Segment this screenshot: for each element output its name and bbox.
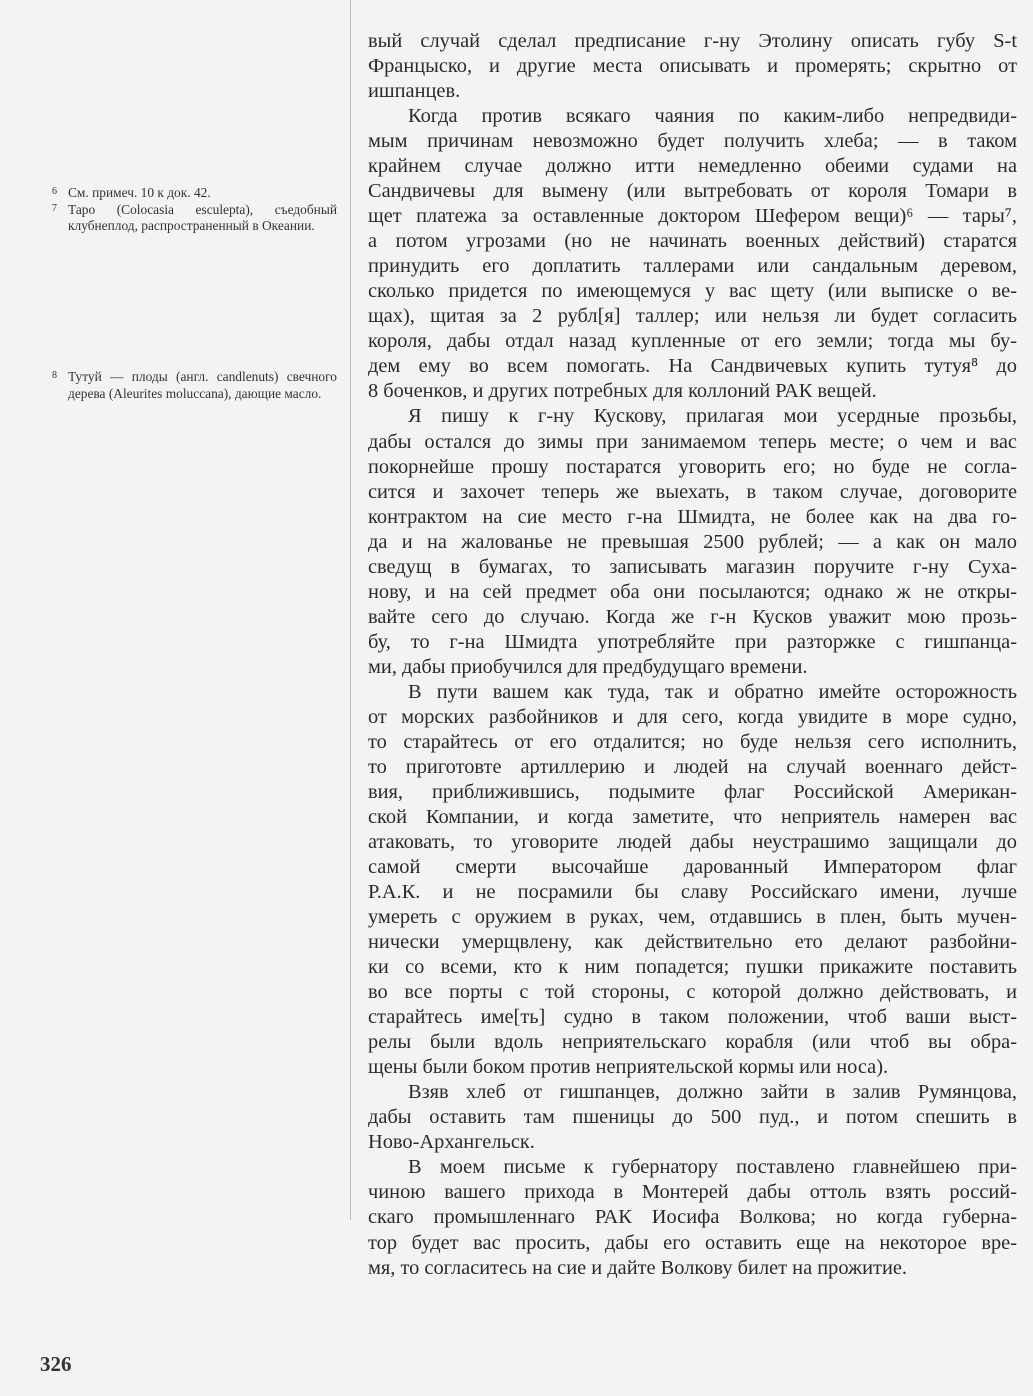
footnote-6	[52, 185, 337, 202]
text-line: мя, то согласитесь на сие и дайте Волкову билет на прожитие.	[368, 1256, 908, 1279]
footnotes-8	[52, 369, 337, 402]
text-line: дабы остался до зимы при занимаемом теперь месте; о чем и вас	[368, 430, 1017, 453]
footnote-number: 6	[52, 186, 57, 197]
text-line: В пути вашем как туда, так и обратно имейте осторожность	[408, 680, 1017, 703]
text-line: вайте сего до случаю. Когда же г-н Кусков уважит мою прозь-	[368, 605, 1017, 628]
text-line: вия, приближившись, подымите флаг Российской Американ-	[368, 780, 1017, 803]
text-line: скаго промышленнаго РАК Иосифа Волкова; но когда губерна-	[368, 1206, 1017, 1229]
paragraph	[368, 1155, 1017, 1280]
page-number: 326	[40, 1352, 72, 1376]
paragraph	[368, 29, 1017, 104]
main-text	[368, 29, 1017, 1281]
text-line: 8 боченков, и других потребных для коллоний РАК вещей.	[368, 380, 877, 403]
text-line: контрактом на сие место г-на Шмидта, не более как на два го-	[368, 505, 1017, 528]
text-line: да и на жалованье не превышая 2500 рублей; — а как он мало	[368, 530, 1017, 553]
text-line: ми, дабы приобучился для предбудущаго времени.	[368, 655, 808, 678]
text-line: принудить его доплатить таллерами или сандальным деревом,	[368, 255, 1017, 278]
text-line: во все порты с той стороны, с которой должно действовать, и	[368, 981, 1017, 1004]
text-line: бу, то г-на Шмидта употребляйте при разторжке с гишпанца-	[368, 630, 1017, 653]
text-line: ки со всеми, кто к ним попадется; пушки прикажите поставить	[368, 956, 1017, 979]
text-line: то приготовте артиллерию и людей на случай военнаго дейст-	[368, 755, 1017, 778]
text-line: вый случай сделал предписание г-ну Этолину описать губу S-t	[368, 30, 1017, 52]
footnote-text: Таро (Colocasia esculepta), съедобный клубнеплод, распространенный в Океании.	[68, 201, 337, 234]
paragraph	[368, 104, 1017, 404]
text-line: дем ему во всем помогать. На Сандвичевых купить тутуя⁸ до	[368, 355, 1017, 378]
footnote-text: Тутуй — плоды (англ. candlenuts) свечного дерева (Aleurites moluccana), дающие масло.	[68, 369, 337, 401]
footnote-7	[52, 202, 337, 235]
text-line: тор будет вас просить, дабы его оставить еще на некоторое вре-	[368, 1231, 1017, 1254]
text-line: Когда против всякаго чаяния по каким-либо непредвиди-	[408, 105, 1017, 128]
text-line: сколько придется по имеющемуся у вас щету (или выписке о ве-	[368, 280, 1017, 303]
text-line: крайнем случае должно итти немедленно обеими судами на	[368, 155, 1017, 178]
text-line: чиною вашего прихода в Монтерей дабы оттоль взять россий-	[368, 1181, 1017, 1204]
text-line: а потом угрозами (но не начинать военных действий) старатся	[368, 230, 1017, 253]
text-line: старайтесь име[ть] судно в таком положении, чтоб ваши выст-	[368, 1006, 1017, 1029]
text-line: Взяв хлеб от гишпанцев, должно зайти в залив Румянцова,	[408, 1081, 1017, 1104]
text-line: Р.А.К. и не посрамили бы славу Российскаго имени, лучше	[368, 881, 1017, 904]
text-line: В моем письме к губернатору поставлено главнейшею при-	[408, 1156, 1017, 1179]
text-line: ишпанцев.	[368, 80, 461, 103]
text-line: релы были вдоль неприятельскаго корабля (или чтоб вы обра-	[368, 1031, 1017, 1054]
paragraph	[368, 1080, 1017, 1155]
text-line: щах), щитая за 2 рубл[я] таллер; или нельзя ли будет согласить	[368, 305, 1017, 328]
text-line: сится и захочет теперь же выехать, в таком случае, договорите	[368, 480, 1017, 503]
footnote-text: См. примеч. 10 к док. 42.	[68, 185, 211, 200]
footnote-number: 7	[52, 202, 57, 214]
footnote-number: 8	[52, 370, 57, 381]
column-divider	[350, 0, 351, 1220]
text-line: покорнейше прошу постаратся уговорить его; но буде не согла-	[368, 455, 1017, 478]
text-line: нически умерщвлену, как действительно ето делают разбойни-	[368, 931, 1017, 954]
text-line: щены были боком против неприятельской кормы или носа).	[368, 1056, 889, 1079]
text-line: короля, дабы отдал назад купленные от его земли; тогда мы бу-	[368, 330, 1017, 353]
footnote-8	[52, 369, 337, 402]
text-line: Ново-Архангельск.	[368, 1131, 535, 1154]
text-line: сведущ в бумагах, то записывать магазин поручите г-ну Суха-	[368, 555, 1017, 578]
text-line: Сандвичевы для вымену (или вытребовать от короля Томари в	[368, 180, 1017, 203]
text-line: самой смерти высочайше дарованный Императором флаг	[368, 856, 1017, 879]
text-line: мым причинам невозможно будет получить хлеба; — в таком	[368, 130, 1017, 153]
text-line: от морских разбойников и для сего, когда увидите в море судно,	[368, 705, 1017, 728]
text-line: щет платежа за оставленные доктором Шефером вещи)⁶ — тары⁷,	[368, 205, 1017, 228]
text-line: атаковать, то уговорите людей дабы неустрашимо защищали до	[368, 831, 1017, 853]
text-line: ской Компании, и когда заметите, что неприятель намерен вас	[368, 805, 1017, 828]
paragraph	[368, 404, 1017, 679]
paragraph	[368, 680, 1017, 1081]
text-line: умереть с оружием в руках, чем, отдавшись в плен, быть мучен-	[368, 906, 1017, 929]
text-line: Францыско, и другие места описывать и промерять; скрытно от	[368, 55, 1017, 78]
text-line: Я пишу к г-ну Кускову, прилагая мои усердные прозьбы,	[408, 405, 1017, 428]
text-line: то старайтесь от его отдалится; но буде нельзя сего исполнить,	[368, 730, 1017, 753]
footnotes-6-7	[52, 185, 337, 235]
text-line: дабы оставить там пшеницы до 500 пуд., и потом спешить в	[368, 1106, 1017, 1129]
text-line: нову, и на сей предмет оба они посылаются; однако ж не откры-	[368, 580, 1017, 603]
